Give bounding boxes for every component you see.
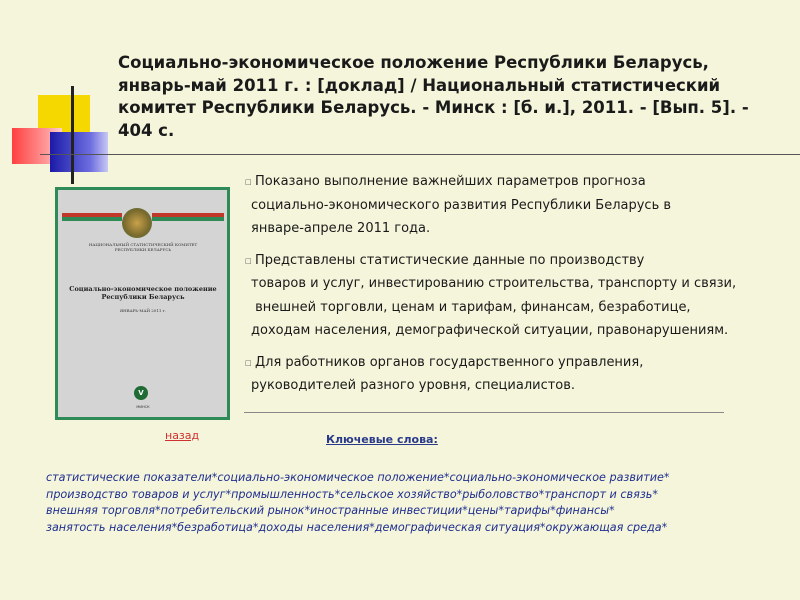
- bullet-icon: □: [245, 358, 252, 367]
- back-link[interactable]: назад: [165, 429, 200, 442]
- keywords-text: [46, 470, 766, 536]
- list-item-text: январе-апреле 2011 года.: [251, 221, 431, 236]
- cover-issue-badge: V: [134, 386, 148, 400]
- list-item-line: [245, 351, 785, 375]
- list-item-text: Представлены статистические данные по производству: [255, 252, 645, 268]
- list-item: [245, 170, 785, 241]
- keywords-line: занятость населения*безработица*доходы населения*демографическая ситуация*окружающая среда*: [46, 520, 668, 534]
- list-item-line: [245, 249, 785, 273]
- book-cover-image: [55, 187, 230, 420]
- emblem-icon: [122, 208, 152, 238]
- divider: [244, 412, 724, 413]
- bullet-icon: □: [245, 178, 252, 186]
- list-item-line: [245, 170, 785, 194]
- list-item-text: Для работников органов государственного управления,: [255, 354, 644, 370]
- list-item-text: Показано выполнение важнейших параметров прогноза: [255, 174, 646, 189]
- cover-date: ЯНВАРЬ-МАЙ 2011 г.: [119, 308, 167, 313]
- keywords-line: статистические показатели*социально-экономическое положение*социально-экономическое развитие*: [46, 471, 670, 484]
- flag-stripe-green: [152, 217, 224, 221]
- cover-publisher: НАЦИОНАЛЬНЫЙ СТАТИСТИЧЕСКИЙ КОМИТЕТ РЕСПУБЛИКИ БЕЛАРУСЬ: [88, 242, 198, 252]
- list-item-text: товаров и услуг, инвестированию строительства, транспорту и связи,: [251, 276, 737, 291]
- keywords-heading: Ключевые слова:: [326, 433, 438, 446]
- bullet-icon: □: [245, 256, 252, 265]
- flag-stripe-green: [62, 217, 122, 221]
- list-item: [245, 351, 785, 398]
- list-item-text: доходам населения, демографической ситуации, правонарушениям.: [251, 323, 729, 338]
- list-item: [245, 249, 785, 343]
- cover-city: МИНСК: [136, 405, 150, 409]
- cover-title: Социально-экономическое положение Республики Беларусь: [69, 285, 217, 301]
- list-item-text: внешней торговли, ценам и тарифам, финансам, безработице,: [251, 299, 691, 315]
- decor-vertical-line: [71, 86, 74, 184]
- description-list: [245, 170, 785, 406]
- decor-blue-square: [50, 132, 108, 172]
- slide-title: Социально-экономическое положение Республики Беларусь, январь-май 2011 г. : [доклад] / Национальный статистический комитет Республики Беларусь. - Минск : [б. и.], 2011. - [Вып. 5]. - 404 с.: [118, 53, 749, 140]
- decor-horizontal-line: [40, 154, 800, 155]
- keywords-line: производство товаров и услуг*промышленность*сельское хозяйство*рыболовство*транспорт и связь*: [46, 487, 658, 501]
- list-item-text: руководителей разного уровня, специалистов.: [251, 378, 576, 393]
- keywords-line: внешняя торговля*потребительский рынок*иностранные инвестиции*цены*тарифы*финансы*: [46, 504, 615, 517]
- list-item-text: социально-экономического развития Республики Беларусь в: [251, 197, 672, 213]
